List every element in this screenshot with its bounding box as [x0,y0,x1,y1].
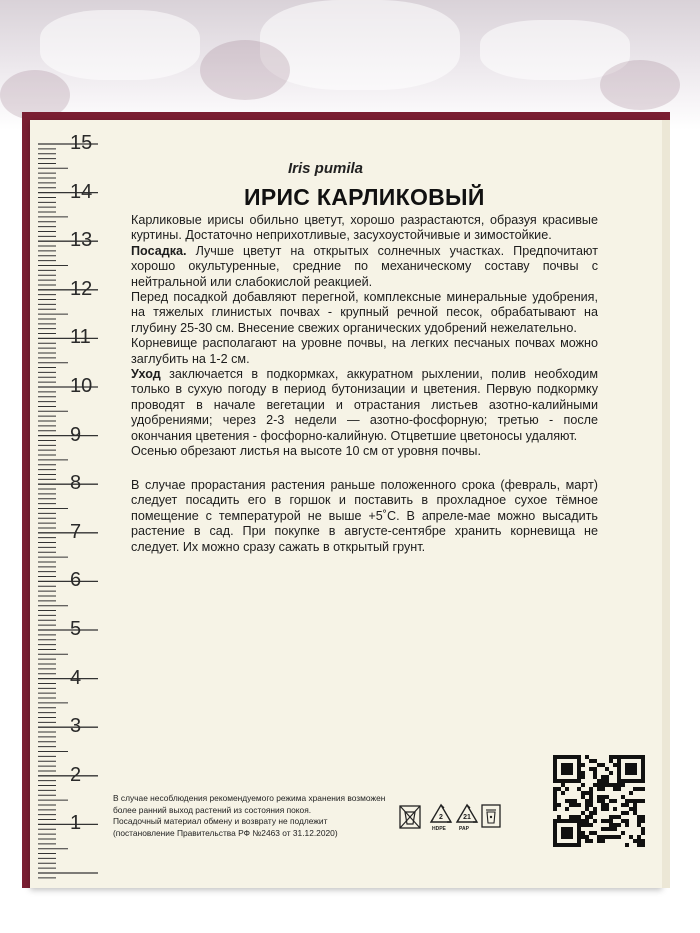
ruler-number: 15 [70,132,93,154]
ruler-number: 1 [70,812,82,835]
paragraph-soil-prep: Перед посадкой добавляют перегной, комплексные минеральные удобрения, на тяжелых глинистых почвах - крупный речной песок, обрабатывают на глубину 25-30 см. Внесение свежих органических удобрений нежелательно. [131,290,598,335]
ruler-number: 6 [70,569,82,592]
paragraph-autumn: Осенью обрезают листья на высоте 10 см от уровня почвы. [131,444,481,459]
ruler-number: 7 [70,520,82,543]
hdpe-label: HDPE [432,826,446,832]
storage-note: В случае прорастания растения раньше положенного срока (февраль, март) следует посадить его в горшок и поставить в прохладное сухое тёмное помещение с температурой не выше +5˚С. В апреле-мае можно высадить растение в сад. При покупке в августе-сентябре хранить корневища не следует. Их можно сразу сажать в открытый грунт. [131,478,598,554]
ruler-number: 13 [70,229,93,252]
ruler-number: 11 [70,326,91,349]
footnote-line-1: В случае несоблюдения рекомендуемого режима хранения возможен более ранний выход растений из состояния покоя. [113,793,386,815]
ruler-number: 5 [70,618,82,640]
footnote-line-2: Посадочный материал обмену и возврату не подлежит [113,816,328,827]
product-title: ИРИС КАРЛИКОВЫЙ [244,184,485,210]
svg-text:21: 21 [463,814,471,821]
recycle-hdpe-icon [431,805,451,822]
ruler-number: 12 [70,277,93,300]
ruler-number: 14 [70,180,93,203]
paragraph-intro: Карликовые ирисы обильно цветут, хорошо разрастаются, образуя красивые куртины. Достаточно неприхотливые, засухоустойчивые и зимостойкие. [131,213,598,243]
ruler-number: 4 [70,666,82,689]
crossed-cup-icon [400,806,420,828]
footnote-line-3: (постановление Правительства РФ №2463 от 31.12.2020) [113,827,338,838]
ruler-number: 9 [70,423,82,446]
ruler-number: 10 [70,375,93,397]
care-instructions [131,213,598,460]
qr-code-icon [553,755,645,847]
pap-label: PAP [459,826,469,832]
ruler-number: 3 [70,715,82,738]
trash-bin-icon [482,805,500,827]
paragraph-rhizome: Корневище располагают на уровне почвы, на легких песчаных почвах можно заглубить на 1-2 см. [131,336,598,366]
ruler-number: 2 [70,763,82,786]
paragraph-planting: Посадка. Лучше цветут на открытых солнечных участках. Предпочитают хорошо окультуренные, средние по механическому составу почвы с нейтральной или слабокислой реакцией. [131,243,598,289]
ruler-number: 8 [70,472,82,495]
latin-name: Iris pumila [288,160,364,177]
paragraph-care: Уход заключается в подкормках, аккуратном рыхлении, полив необходим только в сухую погоду в период бутонизации и цветения. Первую подкормку проводят в начале вегетации и отрастания листьев азотно-калийными удобрениями; через 2-3 недели — азотно-фосфорную; третью - после окончания цветения - фосфорно-калийную. Отцветшие цветоносы удаляют. [131,367,598,443]
recycle-pap-icon [457,805,477,822]
svg-text:2: 2 [439,814,443,821]
footnote [113,793,403,839]
